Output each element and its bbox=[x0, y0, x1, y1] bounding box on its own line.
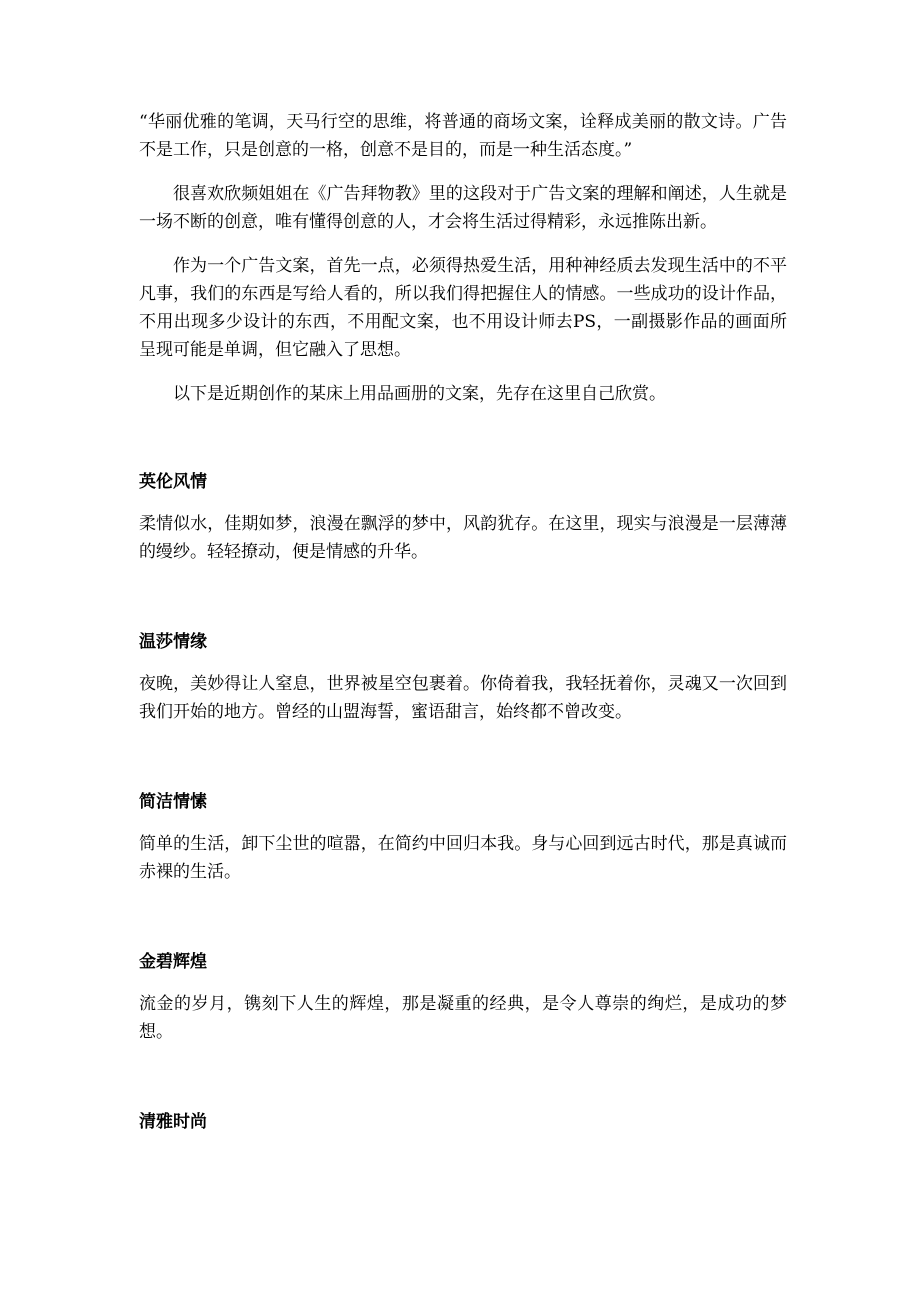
document-content bbox=[139, 108, 787, 1136]
section-body: 柔情似水，佳期如梦，浪漫在飘浮的梦中，风韵犹存。在这里，现实与浪漫是一层薄薄的缦纱。轻轻撩动，便是情感的升华。 bbox=[139, 514, 787, 562]
section-elegant-fashion bbox=[139, 1108, 787, 1136]
opening-quote: “华丽优雅的笔调，天马行空的思维，将普通的商场文案，诠释成美丽的散文诗。广告不是工作，只是创意的一格，创意不是目的，而是一种生活态度。” bbox=[139, 112, 787, 160]
section-body: 夜晚，美妙得让人窒息，世界被星空包裹着。你倚着我，我轻抚着你，灵魂又一次回到我们开始的地方。曾经的山盟海誓，蜜语甜言，始终都不曾改变。 bbox=[139, 674, 787, 722]
section-windsor bbox=[139, 628, 787, 726]
copywriting-paragraph: 作为一个广告文案，首先一点，必须得热爱生活，用种神经质去发现生活中的不平凡事，我们的东西是写给人看的，所以我们得把握住人的情感。一些成功的设计作品，不用出现多少设计的东西，不用配文案，也不用设计师去PS，一副摄影作品的画面所呈现可能是单调，但它融入了思想。 bbox=[139, 256, 787, 360]
section-title: 英伦风情 bbox=[139, 472, 207, 492]
section-title: 简洁情愫 bbox=[139, 792, 207, 812]
section-title: 温莎情缘 bbox=[139, 632, 207, 652]
section-golden bbox=[139, 948, 787, 1046]
catalog-intro-paragraph: 以下是近期创作的某床上用品画册的文案，先存在这里自己欣赏。 bbox=[173, 384, 666, 404]
intro-paragraph: 很喜欢欣频姐姐在《广告拜物教》里的这段对于广告文案的理解和阐述，人生就是一场不断的创意，唯有懂得创意的人，才会将生活过得精彩，永远推陈出新。 bbox=[139, 184, 787, 232]
section-simple bbox=[139, 788, 787, 886]
section-title: 金碧辉煌 bbox=[139, 952, 207, 972]
section-body: 流金的岁月，镌刻下人生的辉煌，那是凝重的经典，是令人尊崇的绚烂，是成功的梦想。 bbox=[139, 994, 787, 1042]
section-body: 简单的生活，卸下尘世的喧嚣，在简约中回归本我。身与心回到远古时代，那是真诚而赤裸的生活。 bbox=[139, 834, 787, 882]
section-english-style bbox=[139, 468, 787, 566]
section-title: 清雅时尚 bbox=[139, 1112, 207, 1132]
